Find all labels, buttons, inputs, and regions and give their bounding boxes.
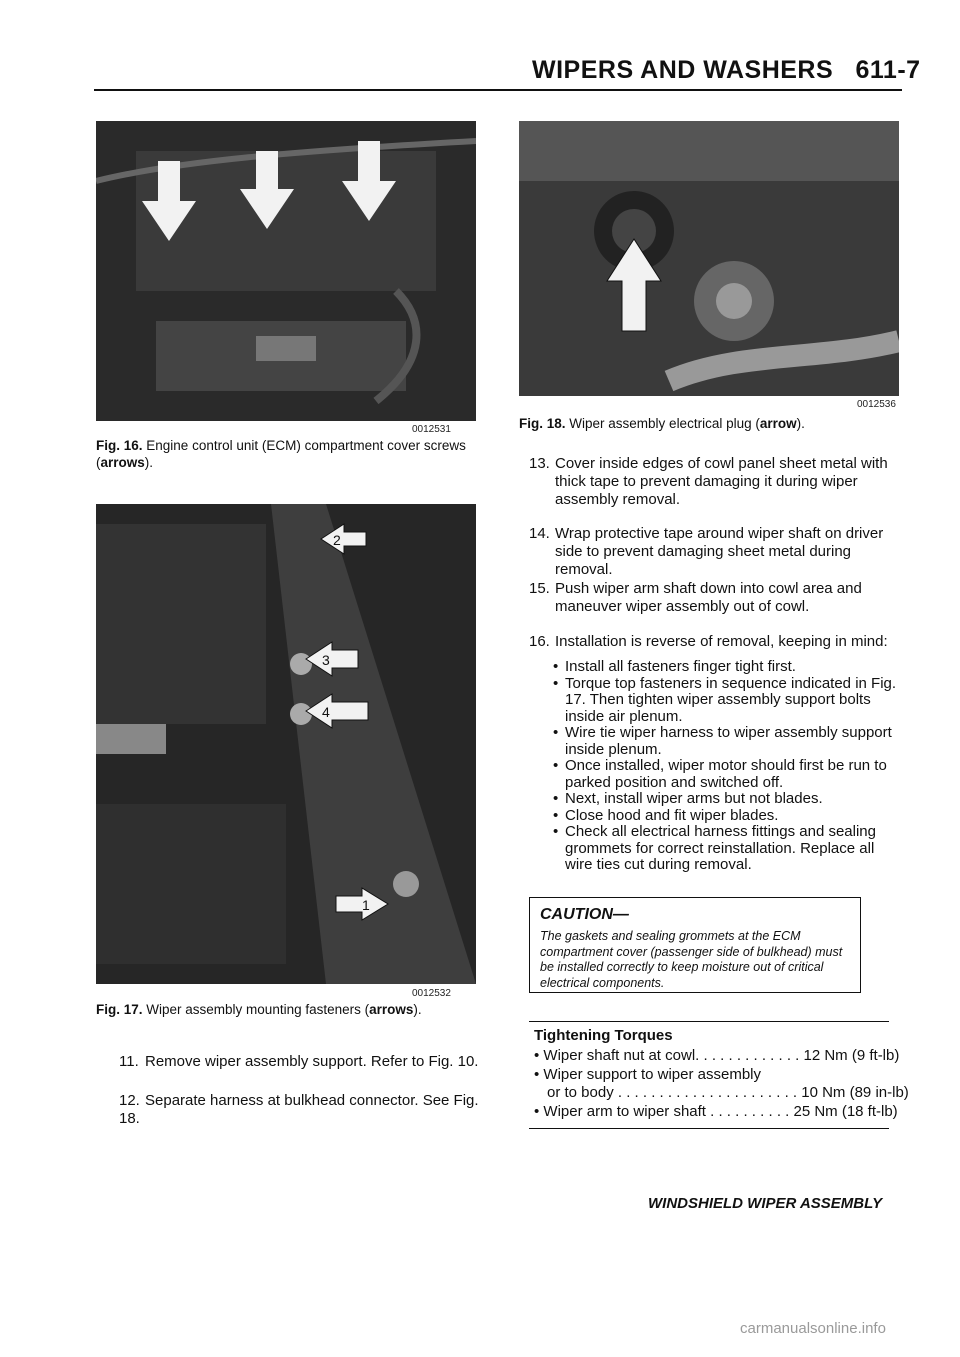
fig16-tail: ). <box>144 455 154 470</box>
fig16-label: Fig. 16. <box>96 438 143 453</box>
fig18-photo <box>519 121 899 396</box>
fig16-caption <box>96 437 476 471</box>
fig16-photo-illustration <box>96 121 476 421</box>
fig17-text: Wiper assembly mounting fasteners ( <box>146 1002 370 1017</box>
fig17-photo-illustration <box>96 504 476 984</box>
fig18-emphasis: arrow <box>759 416 797 431</box>
fig18-text: Wiper assembly electrical plug ( <box>569 416 760 431</box>
step-text: Remove wiper assembly support. Refer to Fig. 10. <box>145 1053 479 1070</box>
fig16-code: 0012531 <box>412 424 451 435</box>
fig16-text: Engine control unit (ECM) compartment cover screws ( <box>96 438 466 470</box>
torque-bottom-rule <box>529 1128 889 1129</box>
install-note: • Torque top fasteners in sequence indicated in Fig. 17. Then tighten wiper assembly support bolts inside air plenum. <box>553 676 901 726</box>
torque-row: • Wiper shaft nut at cowl. . . . . . . . . . . . . 12 Nm (9 ft-lb) <box>534 1047 900 1064</box>
torque-top-rule <box>529 1021 889 1022</box>
section-title: WIPERS AND WASHERS <box>532 56 834 84</box>
svg-text:3: 3 <box>322 652 330 668</box>
install-note: • Once installed, wiper motor should first be run to parked position and switched off. <box>553 758 901 791</box>
step-number: 15. <box>529 580 550 597</box>
page-header <box>532 56 921 85</box>
svg-text:4: 4 <box>322 704 330 720</box>
install-note: • Next, install wiper arms but not blades. <box>553 791 901 808</box>
fig17-caption <box>96 1001 476 1018</box>
fig17-code: 0012532 <box>412 988 451 999</box>
step-text: Installation is reverse of removal, keeping in mind: <box>555 633 888 650</box>
step-15 <box>529 580 901 616</box>
step-number: 16. <box>529 633 550 650</box>
step-13 <box>529 455 901 509</box>
fig18-label: Fig. 18. <box>519 416 566 431</box>
fig18-caption <box>519 415 899 432</box>
fig18-photo-illustration <box>519 121 899 396</box>
install-note: • Wire tie wiper harness to wiper assembly support inside plenum. <box>553 725 901 758</box>
step-text: Separate harness at bulkhead connector. See Fig. 18. <box>119 1092 479 1127</box>
header-rule <box>94 89 902 91</box>
step-text: Push wiper arm shaft down into cowl area and maneuver wiper assembly out of cowl. <box>555 580 862 615</box>
fig16-emphasis: arrows <box>100 455 145 470</box>
svg-text:2: 2 <box>333 532 341 548</box>
step-number: 12. <box>119 1092 140 1109</box>
fig18-code: 0012536 <box>857 399 896 410</box>
caution-box <box>529 897 861 993</box>
step-16 <box>529 633 901 651</box>
step-number: 14. <box>529 525 550 542</box>
fig18-tail: ). <box>796 416 805 431</box>
fig17-photo <box>96 504 476 984</box>
page-number: 611-7 <box>855 56 921 84</box>
install-notes <box>553 659 901 874</box>
torque-row: • Wiper arm to wiper shaft . . . . . . . . . . 25 Nm (18 ft-lb) <box>534 1103 898 1120</box>
footer-section-name: WINDSHIELD WIPER ASSEMBLY <box>648 1195 883 1212</box>
fig17-emphasis: arrows <box>369 1002 414 1017</box>
fig17-label: Fig. 17. <box>96 1002 143 1017</box>
fig16-photo <box>96 121 476 421</box>
install-note: • Check all electrical harness fittings and sealing grommets for correct reinstallation. Replace all wire ties cut during removal. <box>553 824 901 874</box>
step-14 <box>529 525 901 579</box>
step-text: Cover inside edges of cowl panel sheet metal with thick tape to prevent damaging it during wiper assembly removal. <box>555 455 888 508</box>
step-11 <box>119 1053 499 1071</box>
caution-title: CAUTION— <box>540 906 629 923</box>
svg-text:1: 1 <box>362 897 370 913</box>
step-12 <box>119 1092 499 1128</box>
torque-row: or to body . . . . . . . . . . . . . . . . . . . . . . 10 Nm (89 in-lb) <box>547 1084 909 1101</box>
install-note: • Install all fasteners finger tight first. <box>553 659 901 676</box>
torque-title: Tightening Torques <box>534 1027 673 1044</box>
caution-text: The gaskets and sealing grommets at the ECM compartment cover (passenger side of bulkhead) must be installed correctly to keep moisture out of critical electrical components. <box>540 929 843 990</box>
step-text: Wrap protective tape around wiper shaft on driver side to prevent damaging sheet metal during removal. <box>555 525 884 578</box>
fig17-tail: ). <box>413 1002 422 1017</box>
step-number: 13. <box>529 455 550 472</box>
step-number: 11. <box>119 1053 139 1070</box>
watermark: carmanualsonline.info <box>740 1320 886 1337</box>
torque-row: • Wiper support to wiper assembly <box>534 1066 761 1083</box>
install-note: • Close hood and fit wiper blades. <box>553 808 901 825</box>
